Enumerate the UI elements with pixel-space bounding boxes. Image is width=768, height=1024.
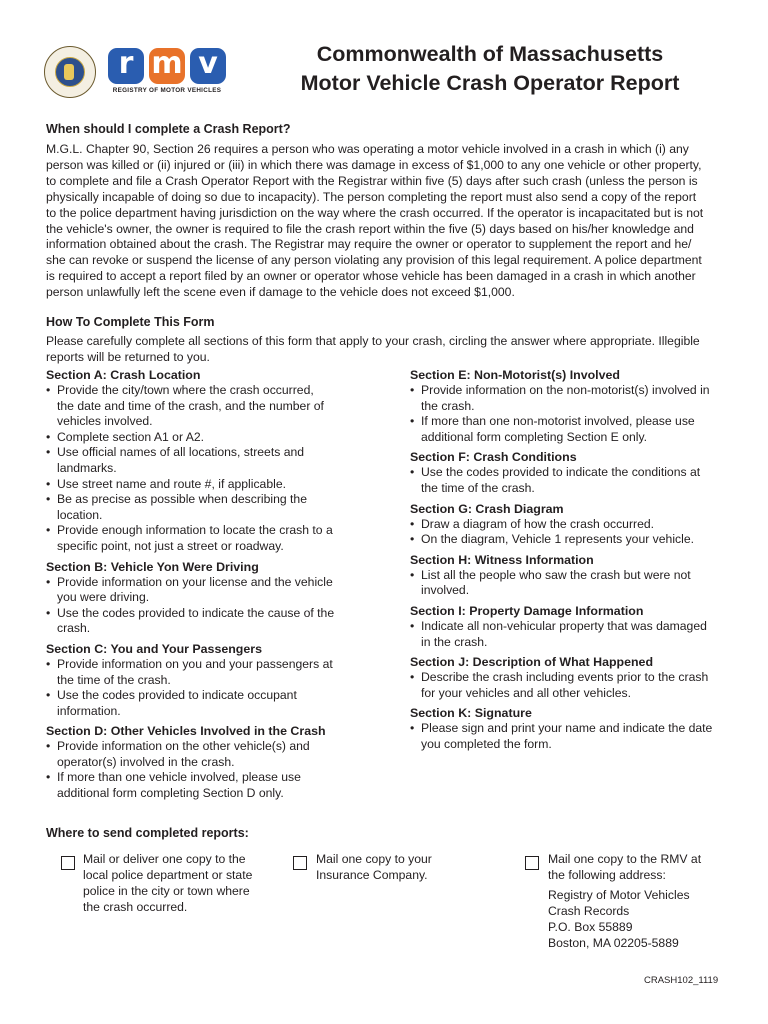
bullet-line: the crash. [421,398,475,413]
intro-line: M.G.L. Chapter 90, Section 26 requires a person who was operating a motor vehicle involved in a crash in which (i) any [46,142,689,156]
section-bullet [410,568,728,599]
section-heading: Section H: Witness Information [410,552,594,567]
rmv-letter-r: r [108,48,144,84]
section-bullet [46,575,364,606]
bullet-line: specific point, not just a street or roadway. [57,538,284,553]
section-heading: Section F: Crash Conditions [410,450,577,465]
intro-heading: When should I complete a Crash Report? [46,122,291,136]
section-bullet [410,721,728,752]
bullet-line: crash. [57,621,91,636]
rmv-tagline: REGISTRY OF MOTOR VEHICLES [112,87,222,94]
send-option-line: the crash occurred. [83,899,188,914]
bullet-line: • Provide information on your license and the vehicle [57,574,333,589]
form-code: CRASH102_1119 [644,975,719,986]
howto-line: reports will be returned to you. [46,349,210,364]
bullet-line: • Provide the city/town where the crash occurred, [57,383,314,397]
bullet-line: vehicles involved. [57,414,153,429]
send-option-rmv-text [548,852,748,884]
intro-line: person was killed or (ii) injured or (iii) in which there was damage in excess of $1,000 to any one vehicle or other property, [46,157,702,172]
section-bullet [46,492,364,523]
bullet-line: • Use the codes provided to indicate occupant [57,688,297,703]
address-line: P.O. Box 55889 [548,919,633,934]
section-bullet [410,670,728,701]
section-bullet [410,414,728,445]
section-bullet-list [46,383,364,555]
page-title-line2: Motor Vehicle Crash Operator Report [300,71,680,95]
send-option-insurance-text [316,852,516,884]
section-bullet-list [46,739,364,801]
page-title-line1: Commonwealth of Massachusetts [316,42,664,66]
section-bullet-list [410,383,728,445]
address-line: Registry of Motor Vehicles [548,888,690,902]
bullet-line: landmarks. [57,460,117,475]
section-bullet-list [410,465,728,496]
intro-line: physically incapable of doing so due to incapacity). The person completing the report must also send a copy of the report [46,189,697,204]
bullet-line: you were driving. [57,590,150,605]
rmv-letter-v: v [190,48,226,84]
bullet-line: • Provide information on the non-motorist(s) involved in [421,383,710,397]
bullet-line: for your vehicles and all other vehicles. [421,685,632,700]
bullet-line: • Use official names of all locations, streets and [57,445,305,460]
send-option-line: Mail one copy to the RMV at [548,852,702,866]
intro-line: information obtained about the crash. The Registrar may require the owner or operator to supplement the report and he/ [46,237,692,252]
send-heading: Where to send completed reports: [46,826,249,840]
rmv-letter-m: m [149,48,185,84]
send-option-insurance-checkbox[interactable] [293,856,307,870]
howto-paragraph [46,334,736,366]
rmv-mailing-address [548,888,748,952]
section-heading: Section B: Vehicle Yon Were Driving [46,559,259,574]
intro-paragraph [46,142,736,301]
bullet-line: • Provide information on the other vehicle(s) and [57,739,310,754]
section-heading: Section G: Crash Diagram [410,501,564,516]
bullet-line: • Provide information on you and your passengers at [57,656,333,671]
section-bullet-list [410,619,728,650]
send-option-line: the following address: [548,867,666,882]
section-bullet [46,477,364,493]
section-bullet-list [410,568,728,599]
send-option-line: police in the city or town where [83,883,250,898]
section-bullet-list [410,517,728,548]
howto-heading: How To Complete This Form [46,315,215,329]
bullet-line: • Provide enough information to locate the crash to a [57,523,333,538]
bullet-line: location. [57,507,103,522]
section-bullet-list [46,575,364,637]
bullet-line: • Use the codes provided to indicate the conditions at [421,465,701,480]
section-bullet [46,770,364,801]
massachusetts-seal-icon [44,46,96,98]
intro-line: to complete and file a Crash Operator Report with the Registrar within five (5) days after such crash (unless the person is [46,173,698,188]
section-bullet [46,688,364,719]
bullet-line: • Indicate all non-vehicular property that was damaged [421,618,707,633]
section-bullet [410,383,728,414]
send-option-line: local police department or state [83,867,253,882]
section-heading: Section J: Description of What Happened [410,655,654,670]
bullet-line: additional form completing Section D only. [57,786,284,801]
bullet-line: • Be as precise as possible when describing the [57,492,307,507]
bullet-line: • On the diagram, Vehicle 1 represents your vehicle. [421,532,695,547]
bullet-line: involved. [421,583,470,598]
section-bullet [46,523,364,554]
send-option-police-text [83,852,283,916]
bullet-line: operator(s) involved in the crash. [57,754,235,769]
sections-right-column [410,367,728,757]
bullet-line: the time of the crash. [421,480,535,495]
section-bullet [46,383,364,430]
send-option-police-checkbox[interactable] [61,856,75,870]
section-bullet-list [46,657,364,719]
bullet-line: • Draw a diagram of how the crash occurred. [421,516,655,531]
bullet-line: • If more than one non-motorist involved, please use [421,414,695,429]
bullet-line: in the crash. [421,634,488,649]
howto-line: Please carefully complete all sections of this form that apply to your crash, circling the answer where appropriate. Illegible [46,334,700,348]
section-heading: Section K: Signature [410,706,532,721]
send-option-line: Insurance Company. [316,867,428,882]
bullet-line: • Use street name and route #, if applicable. [57,476,286,491]
intro-line: person unlawfully left the scene even if damage to the vehicle does not exceed $1,000. [46,285,515,300]
section-bullet [410,517,728,533]
section-bullet [46,739,364,770]
section-bullet [410,465,728,496]
address-line: Boston, MA 02205-5889 [548,935,679,950]
section-heading: Section A: Crash Location [46,368,201,382]
section-heading: Section D: Other Vehicles Involved in the Crash [46,724,326,739]
bullet-line: • Describe the crash including events prior to the crash [421,670,709,685]
rmv-logo [108,48,226,100]
send-option-line: Mail one copy to your [316,852,432,866]
section-heading: Section E: Non-Motorist(s) Involved [410,368,620,382]
section-bullet-list [410,670,728,701]
section-bullet [46,430,364,446]
section-bullet [410,619,728,650]
section-bullet [46,445,364,476]
section-heading: Section I: Property Damage Information [410,603,644,618]
section-bullet-list [410,721,728,752]
send-option-rmv-checkbox[interactable] [525,856,539,870]
address-line: Crash Records [548,903,630,918]
bullet-line: the date and time of the crash, and the number of [57,398,324,413]
intro-line: she can revoke or suspend the license of any person violating any provision of this legal requirement. A police department [46,253,702,268]
section-bullet [410,532,728,548]
intro-line: to the police department having jurisdiction on the way where the crash occurred. If the operator is incapacitated but is not [46,205,704,220]
bullet-line: • If more than one vehicle involved, please use [57,770,301,785]
bullet-line: • Complete section A1 or A2. [57,429,205,444]
bullet-line: the time of the crash. [57,672,171,687]
bullet-line: • List all the people who saw the crash but were not [421,567,691,582]
bullet-line: you completed the form. [421,736,552,751]
section-bullet [46,606,364,637]
bullet-line: information. [57,703,121,718]
section-heading: Section C: You and Your Passengers [46,641,262,656]
send-option-line: Mail or deliver one copy to the [83,852,246,866]
section-bullet [46,657,364,688]
bullet-line: additional form completing Section E only. [421,429,648,444]
sections-left-column [46,367,364,806]
bullet-line: • Please sign and print your name and indicate the date [421,721,713,736]
bullet-line: • Use the codes provided to indicate the cause of the [57,605,335,620]
intro-line: the vehicle's owner, the owner is required to file the crash report within the five (5) days based on his/her knowledge and [46,221,694,236]
intro-line: is required to accept a report filed by an owner or operator whose vehicle has been damaged in a crash in which another [46,269,696,284]
